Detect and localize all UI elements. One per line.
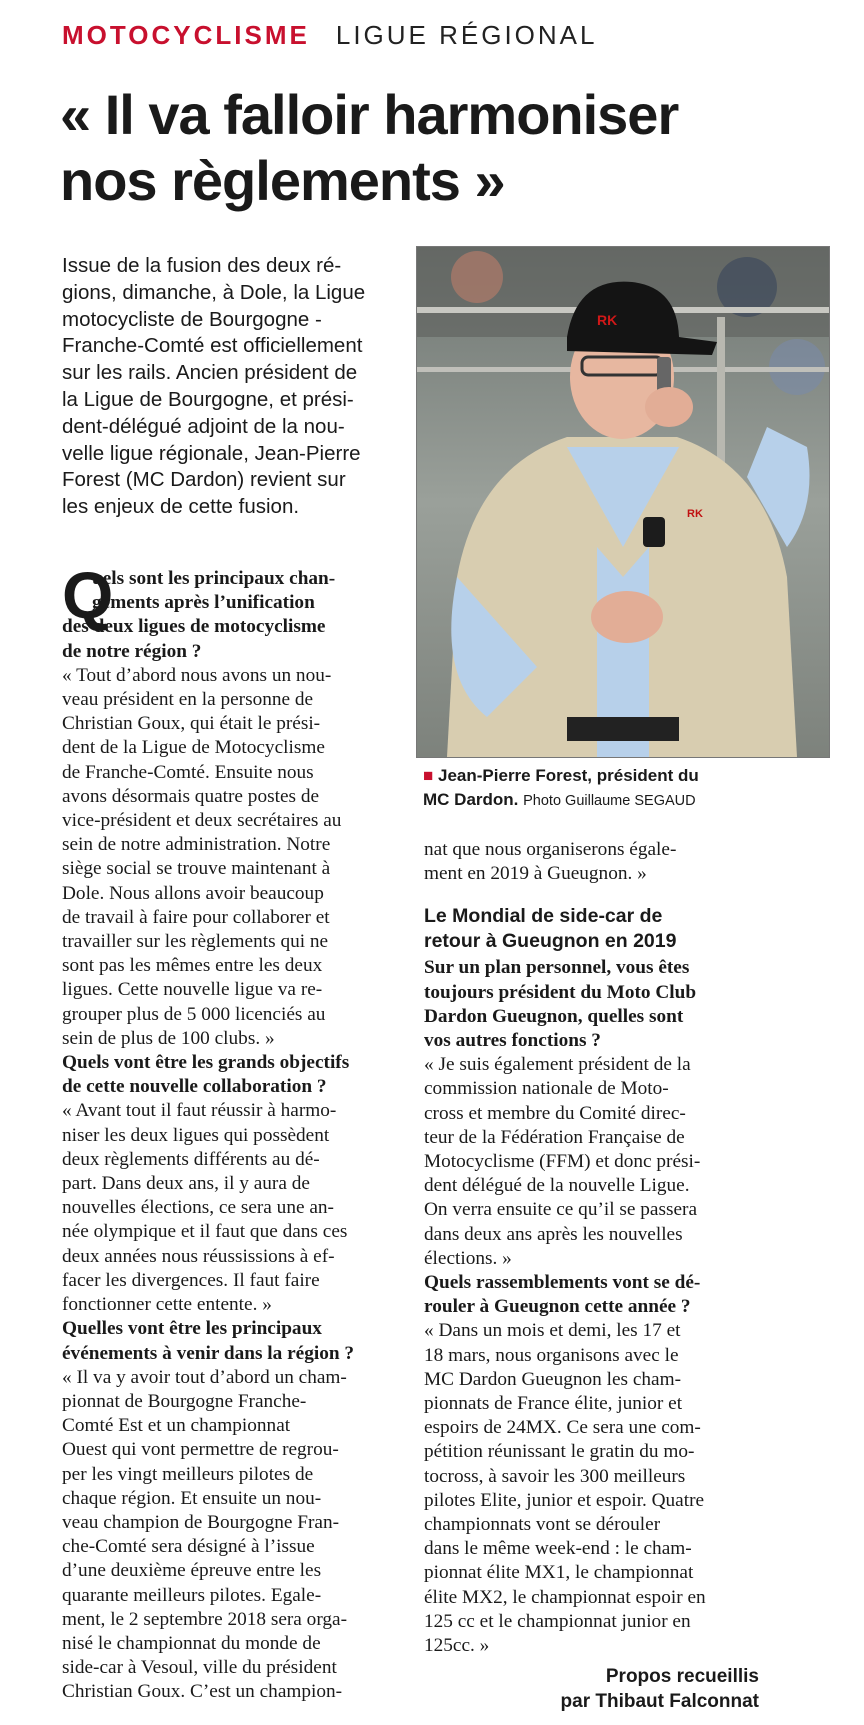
question-line: des deux ligues de motocyclisme — [62, 616, 326, 638]
text-line: Christian Goux, qui était le prési- — [62, 713, 321, 735]
text-line: rouler à Gueugnon cette année ? — [424, 1296, 691, 1318]
text-line: les enjeux de cette fusion. — [62, 495, 300, 519]
text-line: 125 cc et le championnat junior en — [424, 1610, 691, 1632]
caption-bullet: ■ — [423, 766, 434, 785]
text-line: commission nationale de Moto- — [424, 1078, 669, 1100]
question-line: gements après l’unification — [92, 592, 315, 614]
text-line: Forest (MC Dardon) revient sur — [62, 468, 346, 492]
inter-title — [424, 904, 760, 954]
portrait-illustration — [417, 247, 829, 757]
article-column-left — [62, 558, 398, 1705]
caption-subject: Jean-Pierre Forest, président du — [438, 766, 699, 785]
text-line: dent délégué de la nouvelle Ligue. — [424, 1175, 690, 1197]
photo-credit: Photo Guillaume SEGAUD — [523, 793, 696, 809]
text-line: tocross, à savoir les 300 meilleurs — [424, 1465, 686, 1487]
question-line: uels sont les principaux chan- — [92, 568, 336, 589]
text-line: vice-président et deux secrétaires au — [62, 810, 342, 832]
text-line: 125cc. » — [424, 1635, 490, 1657]
text-line: ment, le 2 septembre 2018 sera orga- — [62, 1608, 348, 1630]
text-line: Sur un plan personnel, vous êtes — [424, 957, 690, 979]
text-line: née olympique et il faut que dans ces — [62, 1221, 348, 1243]
text-line: sein de plus de 100 clubs. » — [62, 1027, 275, 1049]
headline-line: « Il va falloir harmoniser — [60, 83, 679, 146]
text-line: Issue de la fusion des deux ré- — [62, 254, 342, 277]
text-line: facer les divergences. Il faut faire — [62, 1269, 320, 1291]
text-line: motocycliste de Bourgogne - — [62, 307, 322, 331]
text-line: Comté Est et un championnat — [62, 1415, 291, 1437]
text-line: dent de la Ligue de Motocyclisme — [62, 737, 325, 759]
text-line: MC Dardon Gueugnon les cham- — [424, 1368, 682, 1390]
text-line: pétition réunissant le gratin du mo- — [424, 1441, 695, 1463]
text-line: che-Comté sera désigné à l’issue — [62, 1536, 315, 1558]
text-line: la Ligue de Bourgogne, et prési- — [62, 387, 354, 411]
text-line: nouvelles élections, ce sera une an- — [62, 1197, 334, 1219]
text-line: vos autres fonctions ? — [424, 1030, 601, 1052]
article-headline — [60, 82, 820, 214]
text-line: nat que nous organiserons égale- — [424, 839, 677, 860]
vest-logo: RK — [687, 508, 703, 520]
text-line: Motocyclisme (FFM) et donc prési- — [424, 1151, 701, 1173]
text-line: de Franche-Comté. Ensuite nous — [62, 761, 314, 783]
drop-cap: Q — [62, 558, 114, 632]
question-4 — [424, 956, 760, 1053]
text-line: Quels vont être les grands objectifs — [62, 1052, 350, 1074]
text-line: pionnat de Bourgogne Franche- — [62, 1390, 307, 1412]
article-photo — [416, 246, 830, 758]
section-kicker — [62, 20, 597, 51]
text-line: Le Mondial de side-car de — [424, 905, 663, 928]
text-line: quarante meilleurs pilotes. Egale- — [62, 1584, 322, 1606]
text-line: dans deux ans après les nouvelles — [424, 1223, 683, 1245]
text-line: Quels rassemblements vont se dé- — [424, 1272, 701, 1294]
text-line: sont pas les mêmes entre les deux — [62, 955, 323, 977]
text-line: pionnats de France élite, junior et — [424, 1393, 683, 1415]
text-line: Quelles vont être les principaux — [62, 1318, 322, 1340]
article-lead — [62, 253, 402, 521]
text-line: pilotes Elite, junior et espoir. Quatre — [424, 1489, 705, 1511]
text-line: ligues. Cette nouvelle ligue va re- — [62, 979, 323, 1001]
text-line: travailler sur les règlements qui ne — [62, 931, 329, 953]
byline-line: Propos recueillis — [605, 1666, 759, 1687]
text-line: velle ligue régionale, Jean-Pierre — [62, 441, 361, 465]
text-line: élections. » — [424, 1247, 512, 1269]
text-line: avons désormais quatre postes de — [62, 785, 320, 807]
text-line: Franche-Comté est officiellement — [62, 334, 363, 358]
text-line: toujours président du Moto Club — [424, 981, 697, 1003]
text-line: niser les deux ligues qui possèdent — [62, 1124, 330, 1146]
text-line: Christian Goux. C’est un champion- — [62, 1681, 343, 1703]
article-column-right — [424, 838, 760, 1658]
question-3 — [62, 1317, 398, 1365]
question-5 — [424, 1271, 760, 1319]
text-line: 18 mars, nous organisons avec le — [424, 1344, 679, 1366]
text-line: de travail à faire pour collaborer et — [62, 906, 330, 928]
text-line: ment en 2019 à Gueugnon. » — [424, 863, 647, 885]
question-1 — [62, 558, 398, 664]
text-line: Ouest qui vont permettre de regrou- — [62, 1439, 339, 1461]
text-line: événements à venir dans la région ? — [62, 1342, 355, 1364]
text-line: Dardon Gueugnon, quelles sont — [424, 1005, 684, 1027]
category-label: MOTOCYCLISME — [62, 20, 310, 50]
text-line: On verra ensuite ce qu’il se passera — [424, 1199, 698, 1221]
caption-subject-cont: MC Dardon. — [423, 790, 519, 809]
text-line: retour à Gueugnon en 2019 — [424, 930, 677, 953]
byline-line: par Thibaut Falconnat — [560, 1691, 759, 1712]
text-line: part. Dans deux ans, il y aura de — [62, 1173, 310, 1195]
text-line: « Tout d’abord nous avons un nou- — [62, 664, 332, 686]
answer-5 — [424, 1319, 760, 1658]
text-line: « Dans un mois et demi, les 17 et — [424, 1320, 681, 1342]
text-line: veau président en la personne de — [62, 689, 314, 711]
text-line: espoirs de 24MX. Ce sera une com- — [424, 1417, 701, 1439]
text-line: grouper plus de 5 000 licenciés au — [62, 1003, 326, 1025]
text-line: siège social se trouve maintenant à — [62, 858, 331, 880]
text-line: gions, dimanche, à Dole, la Ligue — [62, 280, 366, 304]
text-line: nisé le championnat du monde de — [62, 1632, 321, 1654]
question-2 — [62, 1051, 398, 1099]
photo-caption — [423, 764, 823, 813]
text-line: d’une deuxième épreuve entre les — [62, 1560, 322, 1582]
question-line: de notre région ? — [62, 640, 202, 662]
article-byline — [561, 1664, 759, 1714]
text-line: championnats vont se dérouler — [424, 1514, 661, 1536]
text-line: « Avant tout il faut réussir à harmo- — [62, 1100, 337, 1122]
answer-3-continued — [424, 838, 760, 886]
answer-4 — [424, 1053, 760, 1271]
text-line: per les vingt meilleurs pilotes de — [62, 1463, 314, 1485]
text-line: veau champion de Bourgogne Fran- — [62, 1511, 340, 1533]
text-line: « Il va y avoir tout d’abord un cham- — [62, 1366, 347, 1388]
text-line: de cette nouvelle collaboration ? — [62, 1076, 327, 1098]
text-line: « Je suis également président de la — [424, 1054, 691, 1076]
headline-line: nos règlements » — [60, 149, 505, 212]
answer-1 — [62, 664, 398, 1051]
text-line: dent-délégué adjoint de la nou- — [62, 414, 345, 438]
text-line: teur de la Fédération Française de — [424, 1126, 685, 1148]
text-line: Dole. Nous allons avoir beaucoup — [62, 882, 324, 904]
text-line: fonctionner cette entente. » — [62, 1294, 272, 1316]
answer-2 — [62, 1099, 398, 1317]
section-label: LIGUE RÉGIONAL — [335, 20, 598, 50]
text-line: sur les rails. Ancien président de — [62, 361, 358, 385]
answer-3 — [62, 1366, 398, 1705]
text-line: sein de notre administration. Notre — [62, 834, 331, 856]
text-line: élite MX2, le championnat espoir en — [424, 1586, 706, 1608]
text-line: pionnat élite MX1, le championnat — [424, 1562, 694, 1584]
text-line: dans le même week-end : le cham- — [424, 1538, 692, 1560]
text-line: deux règlements différents au dé- — [62, 1148, 320, 1170]
text-line: side-car à Vesoul, ville du président — [62, 1657, 337, 1679]
text-line: chaque région. Et ensuite un nou- — [62, 1487, 322, 1509]
text-line: deux années nous réussissions à ef- — [62, 1245, 335, 1267]
cap-logo: RK — [597, 312, 618, 328]
text-line: cross et membre du Comité direc- — [424, 1102, 686, 1124]
